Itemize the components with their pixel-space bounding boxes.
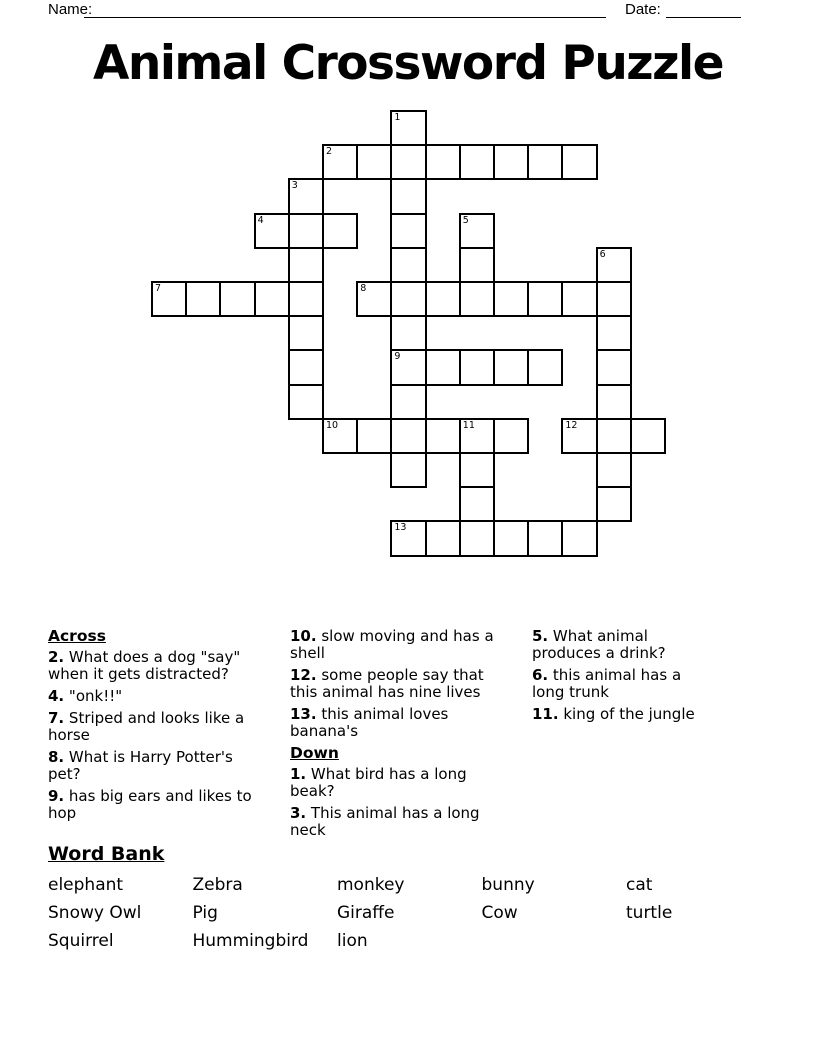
clue-across-12 [290, 667, 495, 701]
clue-text: Striped and looks like a horse [48, 709, 245, 744]
crossword-cell[interactable] [459, 349, 495, 385]
down-heading: Down [290, 744, 339, 762]
across-heading: Across [48, 627, 106, 645]
clue-across-4 [48, 688, 253, 705]
crossword-cell[interactable] [527, 520, 563, 556]
clue-across-13 [290, 706, 495, 740]
word-bank-item: Zebra [192, 875, 243, 895]
crossword-cell[interactable] [459, 247, 495, 283]
crossword-cell[interactable] [288, 384, 324, 420]
word-bank-item: Giraffe [337, 903, 395, 923]
cell-number: 1 [394, 112, 401, 123]
clue-text: What is Harry Potter's pet? [48, 748, 233, 783]
crossword-cell[interactable] [390, 213, 426, 249]
crossword-cell[interactable] [596, 349, 632, 385]
clue-across-8 [48, 749, 253, 783]
crossword-cell[interactable] [390, 349, 426, 385]
clue-number: 7. [48, 709, 65, 727]
clues-column-right [532, 628, 717, 728]
cell-number: 10 [326, 419, 339, 431]
word-bank-item: Cow [481, 903, 518, 923]
crossword-cell[interactable] [561, 281, 597, 317]
crossword-cell[interactable] [390, 384, 426, 420]
crossword-cell[interactable] [630, 418, 666, 454]
word-bank-section [48, 843, 768, 952]
crossword-cell[interactable] [459, 213, 495, 249]
clue-down-1 [290, 766, 495, 800]
crossword-cell[interactable] [288, 178, 324, 214]
crossword-cell[interactable] [493, 418, 529, 454]
clue-text: What bird has a long beak? [290, 765, 467, 800]
word-bank-item: Hummingbird [192, 931, 309, 951]
crossword-cell[interactable] [356, 281, 392, 317]
clue-down-11 [532, 706, 717, 723]
crossword-cell[interactable] [254, 213, 290, 249]
crossword-cell[interactable] [390, 452, 426, 488]
crossword-cell[interactable] [322, 213, 358, 249]
crossword-cell[interactable] [527, 144, 563, 180]
crossword-cell[interactable] [288, 213, 324, 249]
clue-text: king of the jungle [563, 705, 695, 723]
clue-across-2 [48, 649, 253, 683]
clues-column-left [48, 628, 253, 827]
crossword-cell[interactable] [459, 452, 495, 488]
cell-number: 4 [257, 214, 264, 226]
crossword-cell[interactable] [219, 281, 255, 317]
crossword-cell[interactable] [390, 144, 426, 180]
clue-number: 11. [532, 705, 559, 723]
clue-number: 10. [290, 627, 317, 645]
crossword-cell[interactable] [561, 418, 597, 454]
clues-column-middle [290, 628, 495, 844]
clue-text: this animal has a long trunk [532, 666, 682, 701]
crossword-cell[interactable] [288, 349, 324, 385]
crossword-cell[interactable] [288, 281, 324, 317]
crossword-cell[interactable] [596, 418, 632, 454]
cell-number: 5 [462, 214, 469, 226]
crossword-cell[interactable] [596, 486, 632, 522]
clue-text: This animal has a long neck [290, 804, 480, 839]
clue-number: 5. [532, 627, 549, 645]
crossword-cell[interactable] [596, 452, 632, 488]
crossword-cell[interactable] [390, 520, 426, 556]
clue-number: 4. [48, 687, 65, 705]
crossword-cell[interactable] [493, 349, 529, 385]
cell-number: 13 [394, 522, 407, 534]
clue-down-3 [290, 805, 495, 839]
clue-text: slow moving and has a shell [290, 627, 494, 662]
word-bank-item: Squirrel [48, 931, 114, 951]
cell-number: 8 [360, 283, 367, 294]
crossword-cell[interactable] [390, 178, 426, 214]
crossword-cell[interactable] [527, 349, 563, 385]
name-label: Name: [48, 1, 93, 18]
clue-number: 3. [290, 804, 307, 822]
crossword-cell[interactable] [425, 144, 461, 180]
cell-number: 7 [155, 283, 162, 294]
cell-number: 3 [291, 180, 298, 192]
clue-down-5 [532, 628, 717, 662]
word-bank-heading: Word Bank [48, 843, 165, 865]
clue-number: 12. [290, 666, 317, 684]
crossword-cell[interactable] [425, 281, 461, 317]
clue-number: 9. [48, 787, 65, 805]
date-label: Date: [625, 1, 661, 18]
crossword-cell[interactable] [390, 247, 426, 283]
crossword-cell[interactable] [493, 520, 529, 556]
clue-across-7 [48, 710, 253, 744]
word-bank-item: turtle [626, 903, 673, 923]
clue-number: 1. [290, 765, 307, 783]
word-bank-item: cat [626, 875, 653, 895]
cell-number: 6 [599, 248, 606, 260]
crossword-cell[interactable] [425, 418, 461, 454]
clue-number: 6. [532, 666, 549, 684]
crossword-cell[interactable] [459, 144, 495, 180]
crossword-cell[interactable] [459, 486, 495, 522]
crossword-cell[interactable] [493, 144, 529, 180]
crossword-cell[interactable] [493, 281, 529, 317]
crossword-cell[interactable] [596, 281, 632, 317]
clue-text: has big ears and likes to hop [48, 787, 252, 822]
clue-number: 2. [48, 648, 65, 666]
word-bank-item: elephant [48, 875, 124, 895]
crossword-cell[interactable] [425, 520, 461, 556]
clue-across-10 [290, 628, 495, 662]
cell-number: 11 [462, 419, 475, 431]
word-bank-item: bunny [481, 875, 535, 895]
crossword-cell[interactable] [390, 418, 426, 454]
crossword-cell[interactable] [527, 281, 563, 317]
crossword-cell[interactable] [596, 315, 632, 351]
clue-text: What does a dog "say" when it gets distracted? [48, 648, 241, 683]
clue-text: some people say that this animal has nine lives [290, 666, 484, 701]
crossword-cell[interactable] [561, 144, 597, 180]
crossword-cell[interactable] [151, 281, 187, 317]
word-bank-item: Pig [192, 903, 218, 923]
crossword-cell[interactable] [596, 247, 632, 283]
word-bank-item: monkey [337, 875, 405, 895]
word-bank-list [48, 874, 768, 952]
crossword-cell[interactable] [596, 384, 632, 420]
crossword-cell[interactable] [185, 281, 221, 317]
word-bank-item: Snowy Owl [48, 903, 142, 923]
cell-number: 12 [565, 419, 578, 431]
clue-text: "onk!!" [68, 687, 123, 705]
crossword-cell[interactable] [459, 418, 495, 454]
crossword-cell[interactable] [390, 281, 426, 317]
clue-text: this animal loves banana's [290, 705, 449, 740]
clue-text: What animal produces a drink? [532, 627, 666, 662]
clue-number: 13. [290, 705, 317, 723]
crossword-cell[interactable] [322, 144, 358, 180]
crossword-cell[interactable] [288, 247, 324, 283]
crossword-cell[interactable] [390, 315, 426, 351]
cell-number: 2 [326, 146, 333, 158]
crossword-cell[interactable] [288, 315, 324, 351]
clue-number: 8. [48, 748, 65, 766]
crossword-cell[interactable] [459, 281, 495, 317]
crossword-cell[interactable] [459, 520, 495, 556]
crossword-cell[interactable] [561, 520, 597, 556]
clue-across-9 [48, 788, 253, 822]
crossword-cell[interactable] [254, 281, 290, 317]
word-bank-item: lion [337, 931, 368, 951]
crossword-cell[interactable] [425, 349, 461, 385]
crossword-cell[interactable] [322, 418, 358, 454]
crossword-cell[interactable] [390, 110, 426, 146]
crossword-cell[interactable] [356, 418, 392, 454]
page-title: Animal Crossword Puzzle [92, 36, 724, 91]
cell-number: 9 [394, 351, 401, 363]
clue-down-6 [532, 667, 717, 701]
crossword-cell[interactable] [356, 144, 392, 180]
